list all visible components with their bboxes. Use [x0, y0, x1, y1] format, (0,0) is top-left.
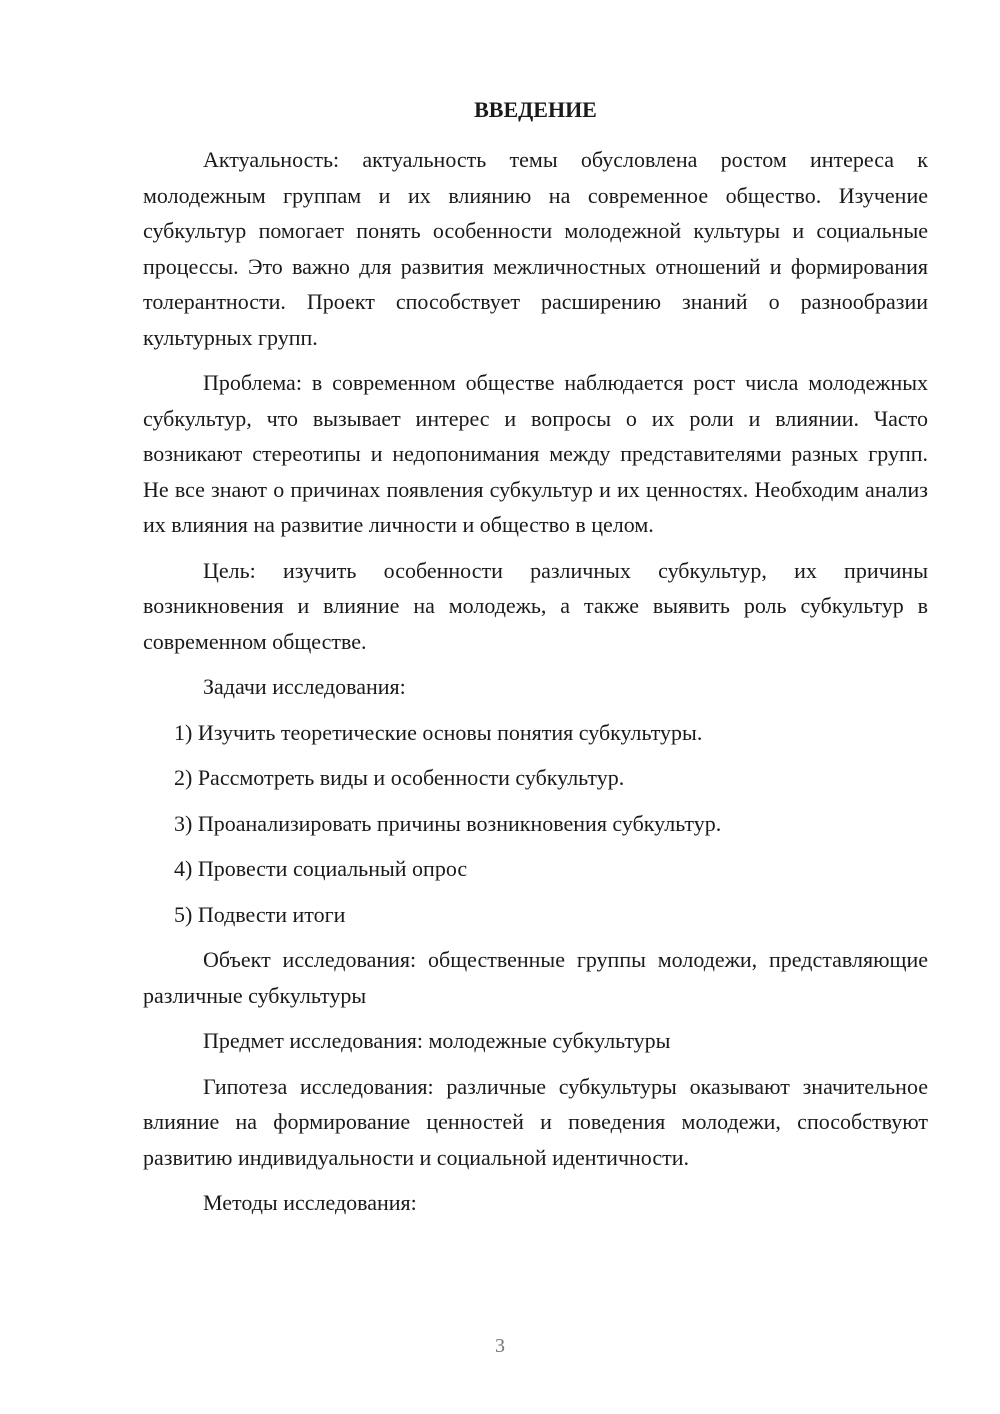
task-item: 2) Рассмотреть виды и особенности субкультур. — [174, 765, 625, 790]
goal-paragraph: Цель: изучить особенности различных субкультур, их причины возникновения и влияние на молодежь, а также выявить роль субкультур в современном обществе. — [143, 557, 928, 654]
object-paragraph: Объект исследования: общественные группы молодежи, представляющие различные субкультуры — [143, 947, 928, 1008]
document-page — [143, 92, 928, 1231]
section-title: ВВЕДЕНИЕ — [474, 97, 597, 122]
problem-paragraph: Проблема: в современном обществе наблюдается рост числа молодежных субкультур, что вызывает интерес и вопросы о их роли и влиянии. Часто возникают стереотипы и недопонимания между представителями разных групп. Не все знают о причинах появления субкультур и их ценностях. Необходим анализ их влияния на развитие личности и общество в целом. — [143, 370, 928, 537]
relevance-paragraph: Актуальность: актуальность темы обусловлена ростом интереса к молодежным группам и их влиянию на современное общество. Изучение субкультур помогает понять особенности молодежной культуры и социальные процессы. Это важно для развития межличностных отношений и формирования толерантности. Проект способствует расширению знаний о разнообразии культурных групп. — [143, 147, 928, 350]
subject-paragraph: Предмет исследования: молодежные субкультуры — [203, 1028, 671, 1053]
task-item: 3) Проанализировать причины возникновения субкультур. — [174, 810, 722, 836]
task-item: 1) Изучить теоретические основы понятия субкультуры. — [174, 719, 703, 745]
task-item: 5) Подвести итоги — [174, 901, 346, 927]
page-number: 3 — [495, 1335, 505, 1357]
tasks-list — [143, 715, 928, 933]
tasks-heading: Задачи исследования: — [203, 674, 406, 699]
task-item: 4) Провести социальный опрос — [174, 856, 468, 881]
hypothesis-paragraph: Гипотеза исследования: различные субкультуры оказывают значительное влияние на формирование ценностей и поведения молодежи, способствуют развитию индивидуальности и социальной идентичности. — [143, 1073, 928, 1170]
methods-heading: Методы исследования: — [203, 1190, 417, 1215]
